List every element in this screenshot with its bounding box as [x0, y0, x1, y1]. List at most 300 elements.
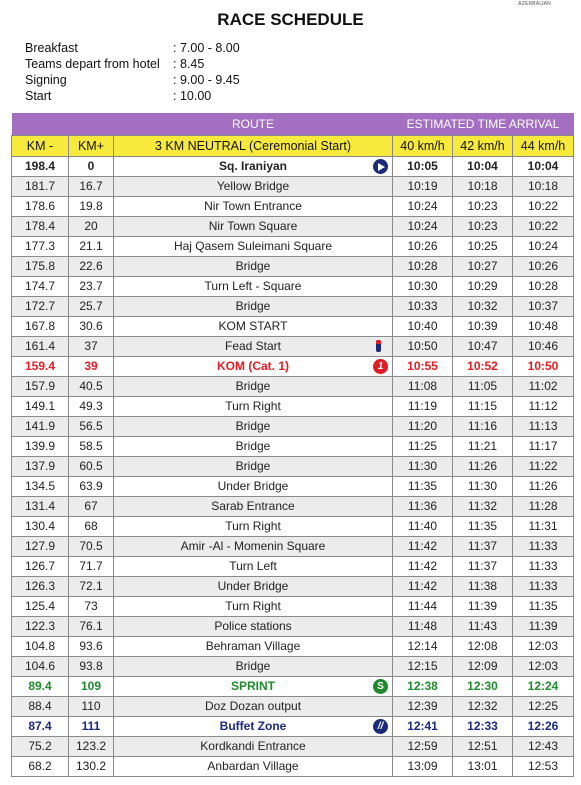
location-cell-text: KOM START — [218, 319, 288, 333]
eta-42-cell — [453, 637, 513, 657]
km-minus-cell-text: 161.4 — [24, 339, 56, 353]
km-minus-cell — [12, 377, 69, 397]
eta-42-cell — [453, 437, 513, 457]
km-plus-cell-text: 70.5 — [79, 539, 103, 553]
eta-44-cell-text: 12:03 — [528, 639, 559, 653]
eta-44-cell — [513, 737, 574, 757]
location-cell — [114, 357, 393, 377]
km-plus-cell — [69, 597, 114, 617]
eta-42-cell-text: 12:32 — [467, 699, 498, 713]
eta-40-cell — [393, 197, 453, 217]
eta-44-cell — [513, 697, 574, 717]
location-cell-text: Police stations — [214, 619, 292, 633]
stage-info — [25, 40, 240, 104]
location-cell — [114, 297, 393, 317]
km-plus-cell — [69, 377, 114, 397]
eta-42-cell-text: 11:05 — [467, 379, 498, 393]
location-cell — [114, 737, 393, 757]
location-cell-text: Sq. Iraniyan — [218, 159, 288, 173]
eta-42-cell-text: 12:33 — [467, 719, 498, 733]
location-cell-text: Nir Town Square — [208, 219, 298, 233]
location-cell-text: Bridge — [235, 379, 271, 393]
location-cell-text: Sarab Entrance — [211, 499, 295, 513]
eta-44-cell-text: 10:22 — [528, 219, 559, 233]
eta-40-cell — [393, 377, 453, 397]
eta-40-cell-text: 10:26 — [407, 239, 438, 253]
eta-44-cell-text: 11:26 — [528, 479, 558, 493]
km-plus-cell-text: 21.1 — [79, 239, 103, 253]
eta-40-cell-text: 12:15 — [407, 659, 438, 673]
km-minus-cell — [12, 537, 69, 557]
table-row — [12, 397, 574, 417]
info-row-teams-depart — [25, 56, 240, 72]
eta-40-cell — [393, 177, 453, 197]
eta-40-cell — [393, 697, 453, 717]
header-speed-42: 42 km/h — [453, 136, 513, 157]
eta-44-cell-text: 12:26 — [527, 719, 559, 733]
eta-40-cell-text: 11:30 — [407, 459, 438, 473]
km-minus-cell — [12, 197, 69, 217]
location-cell-text: Turn Left — [229, 559, 277, 573]
km-plus-cell — [69, 337, 114, 357]
table-row — [12, 217, 574, 237]
km-minus-cell — [12, 337, 69, 357]
eta-40-cell — [393, 457, 453, 477]
location-cell — [114, 337, 393, 357]
eta-40-cell — [393, 617, 453, 637]
km-plus-cell-text: 60.5 — [79, 459, 103, 473]
eta-42-cell-text: 13:01 — [467, 759, 498, 773]
km-minus-cell — [12, 637, 69, 657]
eta-44-cell — [513, 537, 574, 557]
info-label: Signing — [25, 73, 67, 87]
location-cell — [114, 597, 393, 617]
eta-42-cell — [453, 657, 513, 677]
location-cell-text: Haj Qasem Suleimani Square — [173, 239, 333, 253]
km-minus-cell — [12, 517, 69, 537]
eta-42-cell — [453, 217, 513, 237]
eta-42-cell — [453, 177, 513, 197]
km-minus-cell — [12, 417, 69, 437]
eta-44-cell-text: 11:17 — [528, 439, 558, 453]
location-cell — [114, 397, 393, 417]
km-minus-cell — [12, 437, 69, 457]
km-minus-cell-text: 130.4 — [24, 519, 56, 533]
eta-42-cell — [453, 297, 513, 317]
eta-42-cell — [453, 537, 513, 557]
location-cell — [114, 217, 393, 237]
eta-40-cell — [393, 417, 453, 437]
km-plus-cell — [69, 357, 114, 377]
eta-44-cell — [513, 637, 574, 657]
km-minus-cell-text: 174.7 — [24, 279, 56, 293]
eta-42-cell — [453, 617, 513, 637]
eta-44-cell-text: 12:03 — [528, 659, 559, 673]
km-minus-cell-text: 141.9 — [24, 419, 56, 433]
eta-40-cell — [393, 337, 453, 357]
location-cell — [114, 757, 393, 777]
table-row — [12, 317, 574, 337]
eta-42-cell — [453, 717, 513, 737]
km-minus-cell-text: 89.4 — [28, 679, 52, 693]
km-plus-cell — [69, 237, 114, 257]
km-minus-cell — [12, 477, 69, 497]
eta-40-cell-text: 11:42 — [407, 559, 438, 573]
location-cell-text: Buffet Zone — [219, 719, 287, 733]
location-cell-text: Nir Town Entrance — [204, 199, 302, 213]
eta-42-cell-text: 10:32 — [467, 299, 498, 313]
km-minus-cell-text: 104.6 — [24, 659, 56, 673]
eta-44-cell — [513, 437, 574, 457]
km-plus-cell — [69, 177, 114, 197]
eta-40-cell — [393, 537, 453, 557]
eta-42-cell — [453, 697, 513, 717]
eta-44-cell-text: 11:33 — [528, 579, 558, 593]
eta-42-cell — [453, 357, 513, 377]
km-minus-cell — [12, 297, 69, 317]
eta-42-cell-text: 11:43 — [467, 619, 498, 633]
eta-42-cell — [453, 477, 513, 497]
km-plus-cell — [69, 637, 114, 657]
eta-44-cell-text: 11:28 — [528, 499, 558, 513]
km-plus-cell-text: 93.8 — [79, 659, 103, 673]
location-cell-text: Bridge — [235, 659, 271, 673]
eta-42-cell-text: 10:18 — [467, 179, 498, 193]
eta-42-cell-text: 11:15 — [467, 399, 498, 413]
eta-40-cell — [393, 557, 453, 577]
eta-44-cell-text: 10:37 — [528, 299, 559, 313]
location-cell — [114, 557, 393, 577]
km-minus-cell-text: 167.8 — [24, 319, 56, 333]
eta-44-cell-text: 10:26 — [528, 259, 559, 273]
eta-40-cell — [393, 277, 453, 297]
eta-40-cell-text: 11:08 — [407, 379, 438, 393]
location-cell — [114, 497, 393, 517]
eta-44-cell-text: 11:02 — [528, 379, 558, 393]
header-neutral: 3 KM NEUTRAL (Ceremonial Start) — [114, 136, 393, 157]
km-minus-cell — [12, 317, 69, 337]
km-minus-cell-text: 104.8 — [24, 639, 56, 653]
header-speed-40: 40 km/h — [393, 136, 453, 157]
info-row-breakfast — [25, 40, 240, 56]
km-minus-cell-text: 137.9 — [24, 459, 56, 473]
eta-40-cell-text: 10:19 — [407, 179, 438, 193]
eta-40-cell — [393, 257, 453, 277]
eta-44-cell — [513, 217, 574, 237]
info-value: : 7.00 - 8.00 — [173, 41, 240, 55]
km-plus-cell — [69, 257, 114, 277]
km-minus-cell-text: 87.4 — [28, 719, 52, 733]
km-minus-cell — [12, 457, 69, 477]
eta-42-cell-text: 11:30 — [467, 479, 498, 493]
km-plus-cell — [69, 397, 114, 417]
eta-42-cell-text: 10:29 — [467, 279, 498, 293]
eta-44-cell-text: 11:35 — [528, 599, 558, 613]
table-row — [12, 677, 574, 697]
km-plus-cell-text: 67 — [84, 499, 98, 513]
eta-44-cell — [513, 197, 574, 217]
eta-42-cell-text: 10:27 — [467, 259, 498, 273]
km-minus-cell-text: 178.6 — [24, 199, 56, 213]
km-plus-cell-text: 37 — [84, 339, 98, 353]
table-row — [12, 277, 574, 297]
eta-40-cell-text: 10:05 — [407, 159, 438, 173]
location-cell — [114, 577, 393, 597]
km-plus-cell-text: 71.7 — [79, 559, 103, 573]
eta-44-cell-text: 10:18 — [528, 179, 559, 193]
info-value: : 8.45 — [173, 57, 205, 71]
eta-42-cell — [453, 377, 513, 397]
table-row — [12, 497, 574, 517]
location-cell — [114, 457, 393, 477]
eta-40-cell — [393, 217, 453, 237]
eta-44-cell-text: 12:43 — [528, 739, 559, 753]
eta-42-cell-text: 10:47 — [467, 339, 498, 353]
eta-42-cell-text: 10:23 — [467, 199, 498, 213]
eta-42-cell-text: 11:39 — [467, 599, 498, 613]
km-minus-cell — [12, 757, 69, 777]
eta-42-cell — [453, 517, 513, 537]
eta-42-cell — [453, 197, 513, 217]
table-row — [12, 617, 574, 637]
eta-40-cell — [393, 477, 453, 497]
location-cell-text: SPRINT — [230, 679, 275, 693]
info-row-signing — [25, 72, 240, 88]
eta-42-cell-text: 10:23 — [467, 219, 498, 233]
km-plus-cell — [69, 617, 114, 637]
eta-44-cell-text: 11:13 — [528, 419, 558, 433]
eta-40-cell — [393, 397, 453, 417]
info-label: Teams depart from hotel — [25, 57, 160, 71]
km-minus-cell — [12, 237, 69, 257]
eta-40-cell-text: 11:20 — [407, 419, 438, 433]
eta-42-cell-text: 10:39 — [467, 319, 498, 333]
location-cell — [114, 477, 393, 497]
eta-44-cell — [513, 457, 574, 477]
eta-44-cell — [513, 517, 574, 537]
eta-40-cell-text: 11:44 — [407, 599, 438, 613]
km-plus-cell — [69, 657, 114, 677]
eta-42-cell-text: 11:37 — [467, 559, 498, 573]
location-cell — [114, 317, 393, 337]
km-plus-cell — [69, 517, 114, 537]
eta-44-cell — [513, 237, 574, 257]
km-minus-cell — [12, 617, 69, 637]
eta-40-cell-text: 10:24 — [407, 219, 438, 233]
eta-44-cell-text: 10:50 — [527, 359, 559, 373]
eta-40-cell — [393, 577, 453, 597]
km-minus-cell — [12, 577, 69, 597]
eta-44-cell-text: 10:04 — [527, 159, 559, 173]
eta-40-cell-text: 11:42 — [407, 539, 438, 553]
km-minus-cell — [12, 677, 69, 697]
km-minus-cell-text: 75.2 — [28, 739, 52, 753]
eta-44-cell — [513, 297, 574, 317]
table-row — [12, 297, 574, 317]
km-minus-cell — [12, 697, 69, 717]
km-plus-cell-text: 56.5 — [79, 419, 103, 433]
eta-40-cell-text: 12:38 — [407, 679, 438, 693]
km-plus-cell-text: 73 — [84, 599, 98, 613]
eta-42-cell-text: 12:08 — [467, 639, 498, 653]
eta-44-cell-text: 10:48 — [528, 319, 559, 333]
location-cell-text: Bridge — [235, 259, 271, 273]
eta-42-cell-text: 11:35 — [467, 519, 498, 533]
table-row — [12, 577, 574, 597]
table-row — [12, 657, 574, 677]
eta-44-cell — [513, 397, 574, 417]
table-row — [12, 597, 574, 617]
eta-40-cell-text: 11:25 — [407, 439, 438, 453]
eta-44-cell-text: 10:28 — [528, 279, 559, 293]
km-minus-cell — [12, 357, 69, 377]
sprint-icon: S — [373, 679, 388, 694]
km-minus-cell — [12, 597, 69, 617]
eta-44-cell — [513, 317, 574, 337]
eta-44-cell — [513, 177, 574, 197]
eta-40-cell — [393, 737, 453, 757]
location-cell-text: Behraman Village — [205, 639, 301, 653]
location-cell-text: Fead Start — [224, 339, 282, 353]
eta-44-cell-text: 12:24 — [527, 679, 559, 693]
table-row — [12, 537, 574, 557]
eta-42-cell-text: 10:04 — [467, 159, 498, 173]
km-minus-cell-text: 159.4 — [24, 359, 56, 373]
table-row — [12, 697, 574, 717]
eta-40-cell-text: 10:24 — [407, 199, 438, 213]
eta-44-cell-text: 12:53 — [528, 759, 559, 773]
table-row — [12, 517, 574, 537]
table-row — [12, 477, 574, 497]
km-plus-cell — [69, 497, 114, 517]
location-cell — [114, 177, 393, 197]
eta-42-cell — [453, 237, 513, 257]
eta-44-cell — [513, 157, 574, 177]
eta-44-cell — [513, 357, 574, 377]
eta-42-cell — [453, 337, 513, 357]
start-flag-icon — [373, 159, 388, 174]
table-row — [12, 557, 574, 577]
eta-42-cell-text: 10:25 — [467, 239, 498, 253]
eta-40-cell — [393, 297, 453, 317]
info-label: Start — [25, 89, 52, 103]
km-minus-cell-text: 181.7 — [24, 179, 56, 193]
km-plus-cell-text: 68 — [84, 519, 98, 533]
km-plus-cell-text: 58.5 — [79, 439, 103, 453]
header-km-minus: KM - — [12, 136, 69, 157]
location-cell-text: Amir -Al - Momenin Square — [180, 539, 326, 553]
km-minus-cell-text: 88.4 — [28, 699, 52, 713]
eta-42-cell — [453, 257, 513, 277]
table-row — [12, 257, 574, 277]
km-plus-cell-text: 110 — [81, 699, 101, 713]
table-row — [12, 157, 574, 177]
eta-40-cell-text: 12:41 — [407, 719, 438, 733]
eta-40-cell-text: 11:19 — [407, 399, 438, 413]
eta-42-cell — [453, 457, 513, 477]
eta-44-cell — [513, 717, 574, 737]
km-minus-cell-text: 68.2 — [28, 759, 52, 773]
eta-40-cell — [393, 657, 453, 677]
km-plus-cell — [69, 437, 114, 457]
location-cell-text: KOM (Cat. 1) — [217, 359, 289, 373]
header-speed-44: 44 km/h — [513, 136, 574, 157]
location-cell-text: Turn Right — [225, 599, 281, 613]
location-cell — [114, 157, 393, 177]
km-minus-cell-text: 139.9 — [24, 439, 56, 453]
location-cell-text: Under Bridge — [217, 579, 289, 593]
eta-40-cell-text: 12:14 — [407, 639, 438, 653]
eta-40-cell — [393, 497, 453, 517]
table-header-group-row — [12, 113, 574, 136]
location-cell — [114, 257, 393, 277]
table-row — [12, 757, 574, 777]
km-plus-cell — [69, 457, 114, 477]
info-value: : 10.00 — [173, 89, 212, 103]
km-minus-cell — [12, 177, 69, 197]
location-cell-text: Turn Right — [225, 399, 281, 413]
km-plus-cell — [69, 737, 114, 757]
location-cell — [114, 517, 393, 537]
km-plus-cell — [69, 197, 114, 217]
km-plus-cell-text: 22.6 — [79, 259, 103, 273]
km-minus-cell-text: 131.4 — [24, 499, 56, 513]
eta-42-cell — [453, 277, 513, 297]
eta-44-cell — [513, 257, 574, 277]
eta-40-cell-text: 10:28 — [407, 259, 438, 273]
eta-44-cell — [513, 597, 574, 617]
eta-42-cell-text: 11:26 — [467, 459, 498, 473]
eta-44-cell-text: 10:46 — [528, 339, 559, 353]
feed-bottle-icon — [376, 340, 381, 352]
eta-44-cell — [513, 277, 574, 297]
header-route: ROUTE — [114, 113, 393, 136]
eta-40-cell-text: 10:33 — [407, 299, 438, 313]
info-row-start — [25, 88, 240, 104]
eta-44-cell — [513, 497, 574, 517]
eta-44-cell — [513, 677, 574, 697]
eta-42-cell — [453, 757, 513, 777]
eta-42-cell-text: 11:16 — [467, 419, 498, 433]
table-row — [12, 737, 574, 757]
table-row — [12, 177, 574, 197]
km-plus-cell — [69, 417, 114, 437]
eta-42-cell — [453, 397, 513, 417]
km-plus-cell-text: 72.1 — [79, 579, 103, 593]
table-row — [12, 237, 574, 257]
km-minus-cell-text: 127.9 — [24, 539, 56, 553]
location-cell-text: Turn Left - Square — [204, 279, 302, 293]
location-cell-text: Bridge — [235, 419, 271, 433]
km-plus-cell — [69, 537, 114, 557]
km-minus-cell-text: 177.3 — [24, 239, 56, 253]
kom-icon: 1 — [373, 359, 388, 374]
eta-40-cell — [393, 317, 453, 337]
location-cell-text: Turn Right — [225, 519, 281, 533]
eta-40-cell-text: 10:30 — [407, 279, 438, 293]
eta-40-cell-text: 12:39 — [407, 699, 438, 713]
km-minus-cell-text: 126.7 — [24, 559, 56, 573]
km-minus-cell-text: 175.8 — [24, 259, 56, 273]
km-plus-cell — [69, 477, 114, 497]
location-cell-text: Under Bridge — [217, 479, 289, 493]
km-plus-cell-text: 109 — [80, 679, 102, 693]
km-minus-cell — [12, 157, 69, 177]
table-row — [12, 357, 574, 377]
eta-44-cell — [513, 557, 574, 577]
schedule-table — [11, 113, 574, 777]
location-cell — [114, 617, 393, 637]
